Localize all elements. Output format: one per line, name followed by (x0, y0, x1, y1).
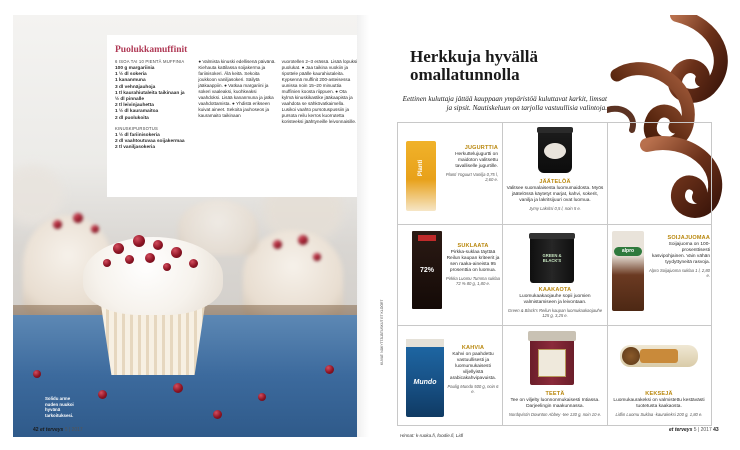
lingonberry (273, 240, 282, 249)
product-description: Valitsee suomalaisesta luomumaidosta. Myös jäätelössä käytetyt marjat, kahvi, sokerit, vanilja ja lakritsijuuri ovat luomua. (506, 186, 604, 203)
biscuit-cookie (622, 347, 640, 365)
biscuit-label (640, 349, 678, 363)
recipe-box (107, 35, 357, 197)
lingonberry (53, 220, 62, 229)
lingonberry (91, 225, 99, 233)
jymy-icecream-tub (538, 129, 572, 173)
ingredient: 1 kananmuna (115, 78, 146, 84)
ingredient: 1 ½ dl kauramaitoa (115, 109, 159, 115)
lingonberry (73, 213, 83, 223)
lingonberry (98, 390, 107, 399)
lingonberry (298, 235, 308, 245)
article-intro: Eettinen kuluttaja jättää kauppaan ympäristöä kuluttavat karkit, limsat ja sipsit. Nautiskeluun on tarjolla vastuullisia valintoja. (402, 95, 607, 112)
left-page (13, 15, 357, 437)
ingredient: 2 dl puolukoita (115, 115, 149, 121)
chocolate-brand-strip (418, 235, 436, 241)
product-name: KEKSEJÄ (645, 391, 673, 397)
page-number: 42 (33, 427, 39, 433)
topping-ingredient: 2 dl vaahtoutuvaa soijakermaa (115, 139, 185, 145)
product-info: Nordqvistin Downton Abbey -tee 130 g, noin 10 e. (508, 412, 602, 417)
product-kaakaota (506, 287, 604, 318)
product-kahvia (446, 345, 500, 394)
folio-left (33, 427, 83, 433)
product-description: Herkuttelujugurtti on maidoton valitsettu tavalliselle jugurtille. (455, 152, 498, 169)
lingonberry (153, 240, 163, 250)
ingredients-column (115, 59, 192, 151)
magazine-brand: et terveys (669, 427, 693, 433)
topping-heading: KINUSKIPURSOTUS (115, 125, 159, 131)
method-column-1 (198, 59, 275, 151)
coffee-brand-text: Mundo (413, 379, 437, 386)
product-info: Pirkka Luomu Tumma suklaa 72 % 80 g, 1,80 e. (446, 276, 500, 287)
cocoa-brand-text: GREEN & BLACK'S (542, 253, 562, 263)
product-name: SOIJAJUOMAA (667, 235, 710, 241)
lingonberry (145, 253, 155, 263)
topping-ingredient: 1 ½ dl fariinisokeria (115, 132, 160, 138)
lingonberry (173, 383, 183, 393)
tin-lid (529, 233, 575, 239)
alpro-logo: alpro (614, 247, 642, 256)
lingonberry (133, 235, 145, 247)
biscuit-pack (620, 345, 698, 367)
product-teeta (506, 391, 604, 417)
icecream-label-band (544, 143, 566, 159)
recipe-yield: 6 ISOA TAI 10 PIENTÄ MUFFINIA (115, 59, 185, 64)
product-name: SUKLAATA (457, 243, 489, 249)
product-jugurttia (438, 145, 498, 182)
product-name: JÄÄTELÖÄ (539, 179, 571, 185)
lingonberry (125, 255, 134, 264)
product-description: Luomukaakaojauhe sopii juomien valmistamiseen ja leivontaan. (519, 294, 591, 305)
issue-number: 5 | 2017 (64, 427, 83, 433)
recipe-columns (115, 59, 357, 151)
method-text: vuorotellen 2–3 erässä. Lisää lopuksi puolukat. ● Jaa taikina vuokiin ja ripottele päälle kaurahiutaleita. Kypsennä muffinit 200-asteisessa uunissa noin 15–20 minuuttia muffinien koosta riippuen. ● Ota kylmä kinuskikastike jääkaapista ja vaahdota se sähkövatkaimella. Lusikoi vaahto pursotuspussiin ja pursota reilu kerros kuorrutetta koristeeksi jäähtyneille leivonnaisille. (281, 59, 357, 124)
product-name: KAHVIA (461, 345, 485, 351)
ingredient: 100 g margariinia (115, 66, 155, 71)
product-name: JUGURTTIA (464, 145, 498, 151)
price-sources: Hinnat: k-ruoka.fi, foodie.fi, Lidl (400, 433, 464, 438)
planti-logo: Planti (418, 159, 424, 177)
ingredient: 1 tl kaurahiutaleita taikinaan ja (115, 90, 185, 96)
tea-tin (530, 333, 574, 385)
product-name: KAAKAOTA (538, 287, 572, 293)
right-page (377, 15, 733, 437)
product-description: Tee on viljelty luonnonmukaisesti Intiassa. Darjeelingin maakunnassa. (510, 398, 600, 409)
product-info: Alpro Soijajuoma suklaa 1 l, 2,80 e. (649, 268, 710, 279)
photo-caption: Solidu arme nuden nuukoi hyvänä tarkoituksesi. (45, 396, 74, 418)
icecream-lid (537, 127, 573, 133)
lingonberry (325, 365, 334, 374)
ingredient: 1 ½ dl sokeria (115, 72, 147, 78)
tea-label-panel (538, 349, 566, 377)
method-column-2 (282, 59, 357, 151)
product-grid (397, 122, 712, 426)
product-description: Kahvi on paahdettu vastuullisesti ja luomumukaisesti viljellyistä arabicakahvipavuista. (449, 352, 497, 381)
recipe-title: Puolukkamuffinit (115, 45, 188, 55)
paulig-coffee-pack (406, 339, 444, 417)
planti-carton (406, 141, 436, 211)
product-info: Lidlin Luomu Suklaa -kaurakeksi 200 g, 1,80 e. (615, 412, 703, 417)
product-name: TEETÄ (545, 391, 565, 397)
ingredient: 2 tl leivinjauhetta (115, 103, 154, 109)
chocolate-percentage: 72% (419, 267, 434, 274)
muffin-cup (101, 305, 205, 375)
tea-tin-lid (528, 331, 576, 341)
product-soijajuomaa (648, 235, 710, 278)
page-number: 43 (713, 427, 719, 433)
ingredient: ½ dl pinnalle (115, 97, 145, 103)
product-suklaata (446, 243, 500, 286)
coffee-top-fold (406, 339, 444, 347)
ingredient: 3 dl vehnäjauhoja (115, 84, 156, 90)
page-gutter (357, 15, 377, 437)
product-info: Green & Black's Reilun kaupan luomukaakaojauhe 125 g, 3,25 e. (507, 308, 603, 319)
magazine-brand: et terveys (39, 427, 64, 433)
lingonberry (313, 253, 321, 261)
product-description: Soijajuoma on 100-prosenttisesti kasvipohjainen. Vain vähän tyydyttyneitä rasvoja. (651, 242, 710, 265)
issue-number: 5 | 2017 (693, 427, 712, 433)
lingonberry (171, 247, 182, 258)
lingonberry (113, 243, 124, 254)
article-headline: Herkkuja hyvällä omallatunnolla (410, 47, 538, 84)
lingonberry (33, 370, 41, 378)
product-description: Pirkka-suklaa täyttää Reilun kaupan kriteerit ja sen raaka-aineista 95 prosenttia on luomua. (446, 250, 500, 273)
cocoa-tin (530, 235, 574, 283)
lingonberry (213, 410, 222, 419)
product-description: Luomukaurakeksi on valmistettu kestävästi tuotetusta kaakaosta. (613, 398, 705, 409)
topping-ingredient: 2 tl vaniljasokeria (115, 145, 155, 151)
lingonberry (163, 263, 171, 271)
lingonberry (189, 259, 198, 268)
product-info: Paulig Mundo 500 g, noin 6 e. (447, 384, 499, 395)
method-text: ● Valmista kinuski edellisenä päivänä. Kiehauta kattilassa soijakerma ja fariinisokeri. Älä keitä. Sekoita joukkoon vaniljasokeri. Säilytä jääkaappiin. ● Vatkaa margariini ja sokeri vaaleaksi, kuohkeaksi vaahdoksi. Lisää kananmuna ja jatka vaahdottamista. ● Yhdistä erikseen kuivat aineet. Sekoita jauhoseos ja kauramaito taikinaan (198, 59, 276, 118)
product-keksejä (610, 391, 708, 417)
lingonberry (103, 259, 111, 267)
product-jaateloa (506, 179, 604, 211)
lingonberry (258, 393, 266, 401)
pirkka-chocolate-bar (412, 231, 442, 309)
alpro-carton (612, 231, 644, 311)
folio-right (669, 427, 719, 433)
muffin-frosting (83, 237, 223, 315)
product-info: Planti Yoguurt Vanilja 0,75 l, 2,60 e. (445, 172, 498, 183)
product-info: Jymy Lakritsi 0,5 l, noin 5 e. (529, 206, 581, 211)
photo-credit-vertical: KUVAT: NÄKYTTÄJÄTUSKUT ET KLÖÖRT (380, 299, 384, 365)
